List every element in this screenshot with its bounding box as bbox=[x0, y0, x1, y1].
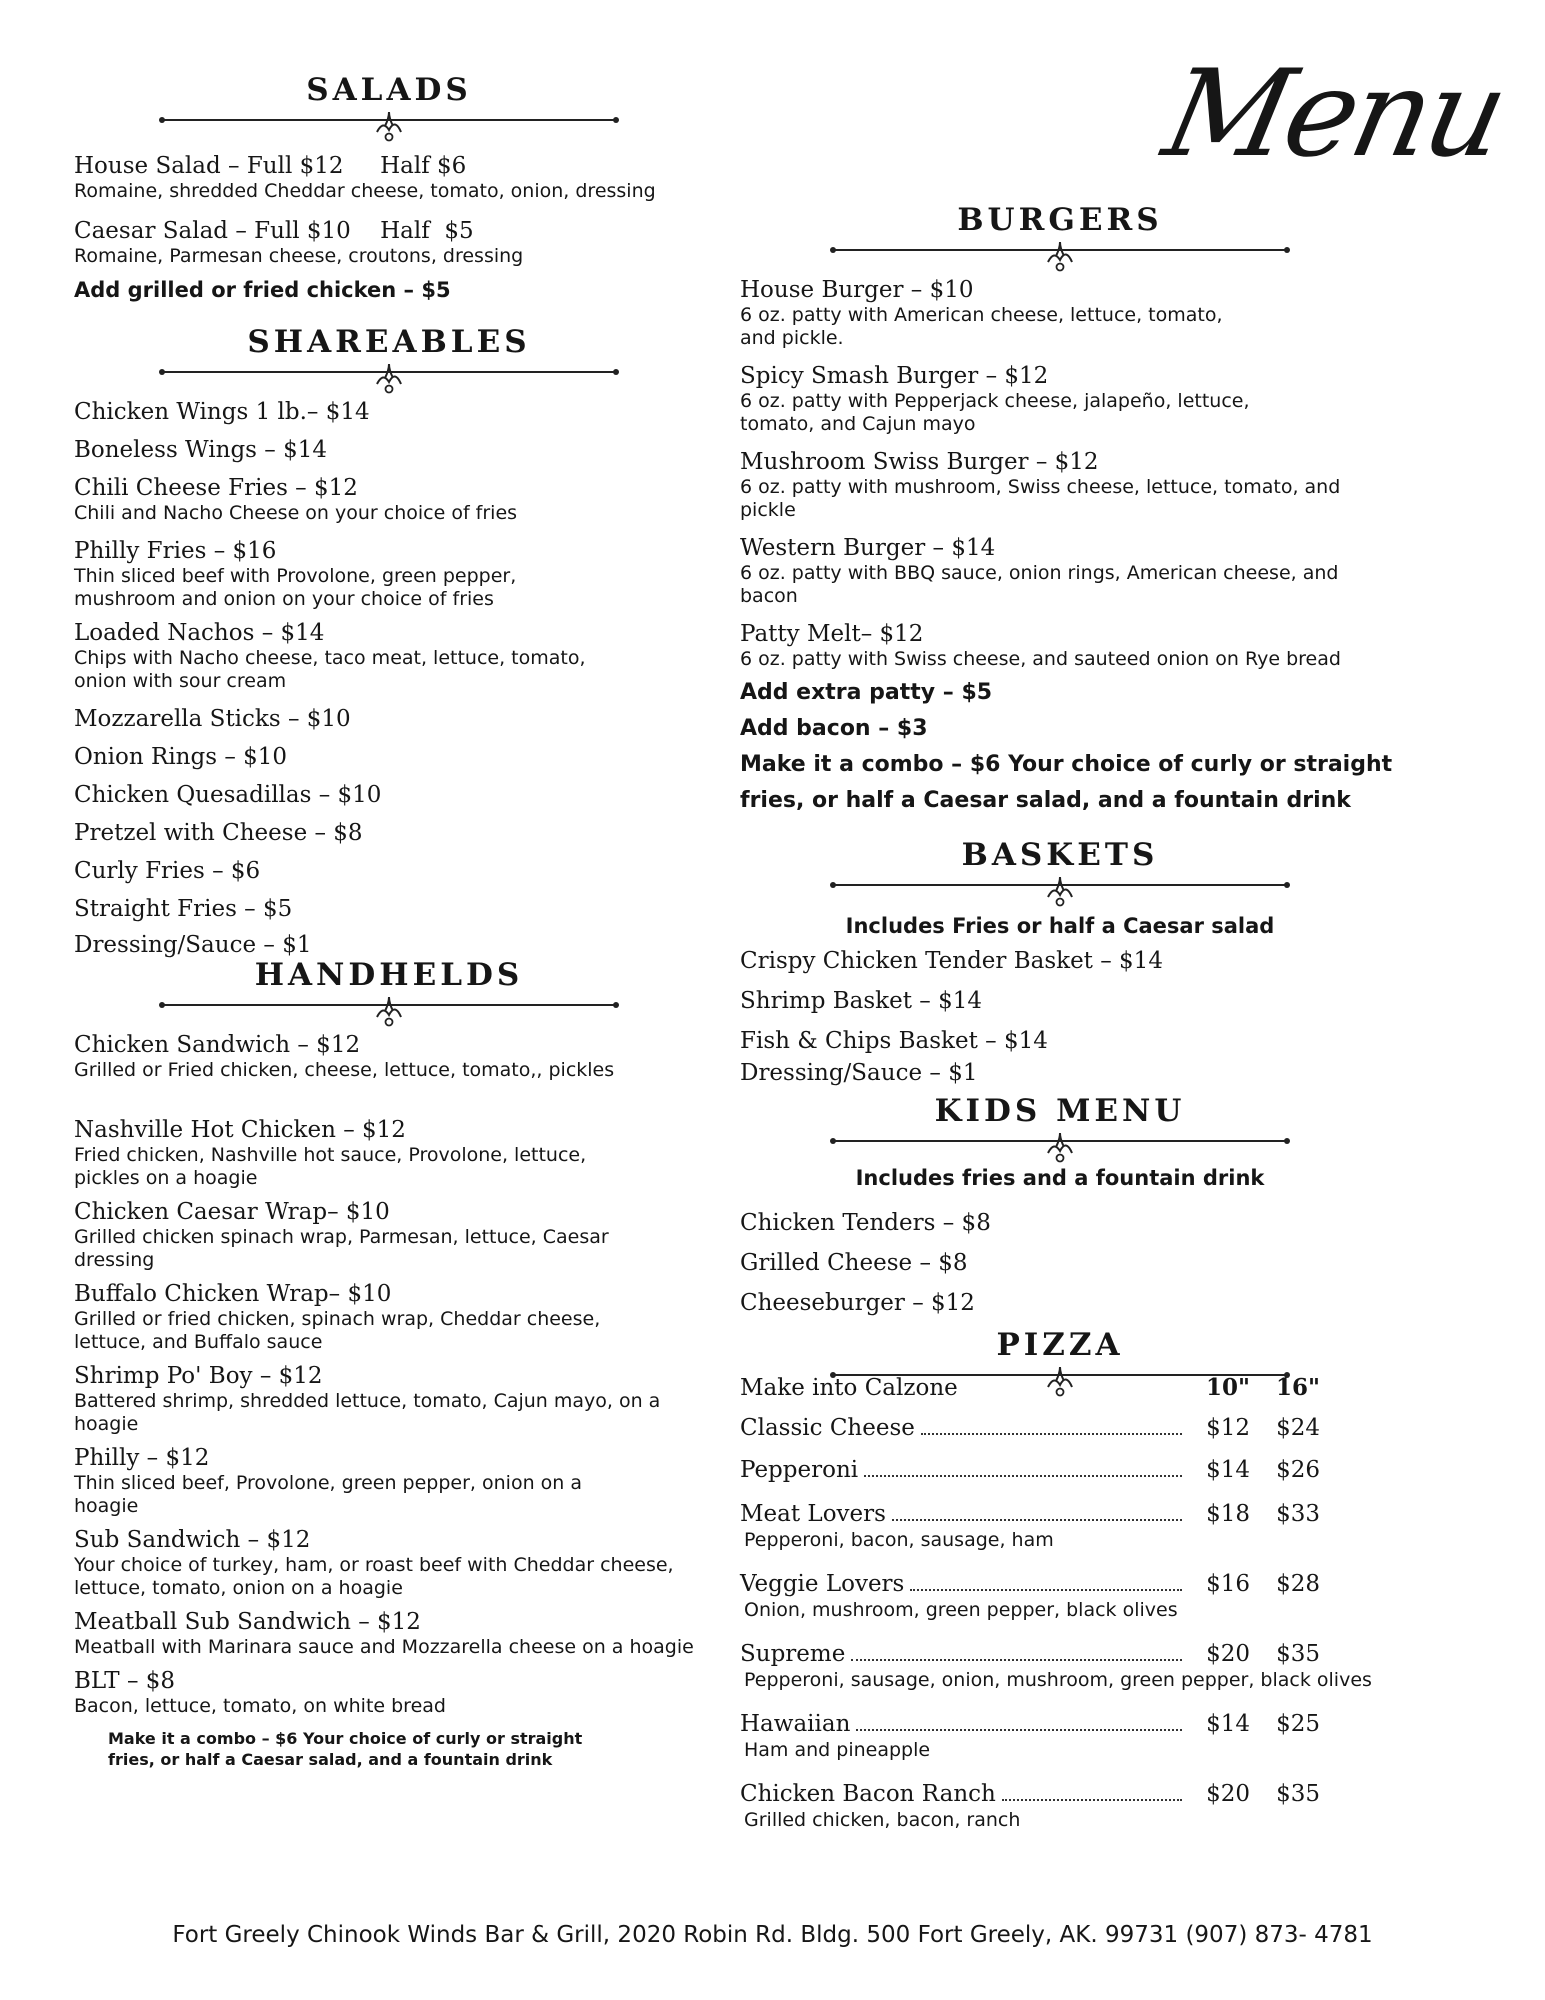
burgers-title: BURGERS bbox=[957, 202, 1163, 238]
item-desc: Your choice of turkey, ham, or roast beef with Cheddar cheese, lettuce, tomato, onion on a hoagie bbox=[74, 1554, 674, 1599]
pizza-desc: Grilled chicken, bacon, ranch bbox=[744, 1809, 1021, 1831]
pizza-name: Chicken Bacon Ranch bbox=[740, 1781, 996, 1807]
item-desc: Chips with Nacho cheese, taco meat, lettuce, tomato, onion with sour cream bbox=[74, 647, 586, 692]
item-name: Curly Fries – $6 bbox=[74, 858, 261, 884]
pizza-title: PIZZA bbox=[996, 1327, 1124, 1363]
item-desc: Romaine, Parmesan cheese, croutons, dressing bbox=[74, 245, 524, 267]
item-name: Meatball Sub Sandwich – $12 bbox=[74, 1609, 421, 1635]
menu-item bbox=[740, 276, 1260, 350]
item-desc: 6 oz. patty with American cheese, lettuce, tomato, and pickle. bbox=[740, 304, 1223, 349]
item-name: Caesar Salad – Full $10 Half $5 bbox=[74, 218, 474, 244]
dot-leader bbox=[921, 1433, 1182, 1435]
ornamental-divider bbox=[159, 110, 619, 142]
baskets-note: Includes Fries or half a Caesar salad bbox=[845, 914, 1275, 938]
price-10: $20 bbox=[1206, 1781, 1250, 1807]
menu-item bbox=[74, 1116, 644, 1190]
pizza-name: Classic Cheese bbox=[740, 1415, 915, 1441]
menu-item bbox=[74, 217, 754, 268]
menu-item bbox=[74, 1608, 704, 1659]
item-desc: Grilled or Fried chicken, cheese, lettuce, tomato,, pickles bbox=[74, 1059, 615, 1081]
item-desc: 6 oz. patty with Pepperjack cheese, jalapeño, lettuce, tomato, and Cajun mayo bbox=[740, 390, 1250, 435]
ornamental-divider bbox=[159, 995, 619, 1027]
item-name: Patty Melt– $12 bbox=[740, 621, 924, 647]
item-name: Buffalo Chicken Wrap– $10 bbox=[74, 1281, 392, 1307]
pizza-table bbox=[740, 1373, 1372, 1831]
item-desc: Grilled chicken spinach wrap, Parmesan, lettuce, Caesar dressing bbox=[74, 1226, 609, 1271]
dot-leader bbox=[910, 1589, 1182, 1591]
pizza-desc: Onion, mushroom, green pepper, black olives bbox=[744, 1599, 1178, 1621]
item-name: Nashville Hot Chicken – $12 bbox=[74, 1117, 406, 1143]
size-16-header: 16" bbox=[1276, 1374, 1320, 1401]
pizza-name: Hawaiian bbox=[740, 1711, 851, 1737]
item-desc: Battered shrimp, shredded lettuce, tomato, Cajun mayo, on a hoagie bbox=[74, 1390, 661, 1435]
menu-item bbox=[74, 1526, 674, 1600]
item-name: Spicy Smash Burger – $12 bbox=[740, 363, 1049, 389]
pizza-name: Veggie Lovers bbox=[740, 1571, 905, 1597]
item-name: Dressing/Sauce – $1 bbox=[74, 932, 312, 958]
item-desc: Romaine, shredded Cheddar cheese, tomato, onion, dressing bbox=[74, 180, 656, 202]
menu-item bbox=[74, 1280, 674, 1354]
item-name: Pretzel with Cheese – $8 bbox=[74, 820, 363, 846]
dot-leader bbox=[851, 1659, 1182, 1661]
pizza-name: Supreme bbox=[740, 1641, 846, 1667]
item-desc: Chili and Nacho Cheese on your choice of fries bbox=[74, 502, 518, 524]
dot-leader bbox=[892, 1519, 1182, 1521]
dot-leader bbox=[856, 1729, 1182, 1731]
price-16: $35 bbox=[1276, 1781, 1320, 1807]
pizza-row bbox=[740, 1709, 1320, 1739]
right-column bbox=[740, 200, 1420, 1849]
ornamental-divider bbox=[830, 875, 1290, 907]
price-10: $18 bbox=[1206, 1501, 1250, 1527]
menu-item bbox=[740, 362, 1310, 436]
menu-script-title: Menu bbox=[1153, 45, 1516, 184]
price-10: $20 bbox=[1206, 1641, 1250, 1667]
pizza-desc: Pepperoni, sausage, onion, mushroom, green pepper, black olives bbox=[744, 1669, 1372, 1691]
price-16: $33 bbox=[1276, 1501, 1320, 1527]
item-name: House Salad – Full $12 Half $6 bbox=[74, 153, 467, 179]
ornamental-divider bbox=[159, 362, 619, 394]
item-name: Loaded Nachos – $14 bbox=[74, 620, 325, 646]
item-name: Straight Fries – $5 bbox=[74, 896, 293, 922]
item-name: Chicken Caesar Wrap– $10 bbox=[74, 1199, 390, 1225]
restaurant-address-footer: Fort Greely Chinook Winds Bar & Grill, 2020 Robin Rd. Bldg. 500 Fort Greely, AK. 99731 (907) 873- 4781 bbox=[172, 1922, 1373, 1948]
menu-item bbox=[74, 152, 754, 203]
dot-leader bbox=[864, 1475, 1182, 1477]
item-desc: Thin sliced beef, Provolone, green pepper, onion on a hoagie bbox=[74, 1472, 582, 1517]
item-name: Grilled Cheese – $8 bbox=[740, 1250, 968, 1276]
left-column bbox=[74, 70, 754, 1770]
price-16: $24 bbox=[1276, 1415, 1320, 1441]
menu-item bbox=[740, 448, 1390, 522]
pizza-row bbox=[740, 1779, 1320, 1809]
pizza-row bbox=[740, 1569, 1320, 1599]
item-name: Chicken Sandwich – $12 bbox=[74, 1032, 361, 1058]
item-desc: Fried chicken, Nashville hot sauce, Provolone, lettuce, pickles on a hoagie bbox=[74, 1144, 587, 1189]
menu-item bbox=[74, 537, 594, 611]
price-16: $25 bbox=[1276, 1711, 1320, 1737]
dot-leader bbox=[1002, 1799, 1182, 1801]
menu-item bbox=[74, 474, 754, 525]
item-desc: 6 oz. patty with Swiss cheese, and sauteed onion on Rye bread bbox=[740, 648, 1341, 670]
item-name: Shrimp Po' Boy – $12 bbox=[74, 1363, 323, 1389]
pizza-desc: Pepperoni, bacon, sausage, ham bbox=[744, 1529, 1054, 1551]
menu-item bbox=[74, 1198, 674, 1272]
kids-menu-title: KIDS MENU bbox=[934, 1093, 1186, 1129]
item-name: Mushroom Swiss Burger – $12 bbox=[740, 449, 1099, 475]
bacon-addon: Add bacon – $3 bbox=[740, 716, 928, 741]
kids-note: Includes fries and a fountain drink bbox=[855, 1166, 1265, 1190]
item-name: Chicken Quesadillas – $10 bbox=[74, 782, 382, 808]
menu-item bbox=[74, 1362, 674, 1436]
price-16: $28 bbox=[1276, 1571, 1320, 1597]
price-16: $26 bbox=[1276, 1457, 1320, 1483]
price-10: $12 bbox=[1206, 1415, 1250, 1441]
pizza-row bbox=[740, 1413, 1320, 1443]
item-name: Chicken Wings 1 lb.– $14 bbox=[74, 399, 370, 425]
item-name: BLT – $8 bbox=[74, 1668, 176, 1694]
item-name: Mozzarella Sticks – $10 bbox=[74, 706, 351, 732]
item-name: House Burger – $10 bbox=[740, 277, 974, 303]
calzone-option: Make into Calzone bbox=[740, 1375, 958, 1401]
salads-list bbox=[74, 152, 754, 304]
pizza-name: Meat Lovers bbox=[740, 1501, 886, 1527]
shareables-title: SHAREABLES bbox=[247, 324, 531, 360]
price-10: $14 bbox=[1206, 1711, 1250, 1737]
item-name: Dressing/Sauce – $1 bbox=[740, 1060, 978, 1086]
item-name: Shrimp Basket – $14 bbox=[740, 988, 982, 1014]
item-desc: Bacon, lettuce, tomato, on white bread bbox=[74, 1695, 446, 1717]
item-name: Onion Rings – $10 bbox=[74, 744, 288, 770]
baskets-title: BASKETS bbox=[961, 837, 1159, 873]
burgers-combo-note: Make it a combo – $6 Your choice of curly or straight fries, or half a Caesar salad, and a fountain drink bbox=[740, 752, 1393, 813]
menu-item bbox=[74, 1031, 714, 1082]
price-10: $16 bbox=[1206, 1571, 1250, 1597]
salads-section bbox=[144, 70, 634, 110]
menu-item bbox=[74, 619, 594, 693]
ornamental-divider bbox=[830, 240, 1290, 272]
pizza-name: Pepperoni bbox=[740, 1457, 859, 1483]
item-name: Boneless Wings – $14 bbox=[74, 437, 328, 463]
item-desc: Grilled or fried chicken, spinach wrap, Cheddar cheese, lettuce, and Buffalo sauce bbox=[74, 1308, 601, 1353]
item-name: Fish & Chips Basket – $14 bbox=[740, 1028, 1048, 1054]
item-name: Chili Cheese Fries – $12 bbox=[74, 475, 358, 501]
price-10: $14 bbox=[1206, 1457, 1250, 1483]
item-name: Cheeseburger – $12 bbox=[740, 1290, 975, 1316]
pizza-row bbox=[740, 1639, 1320, 1669]
chicken-addon: Add grilled or fried chicken – $5 bbox=[74, 278, 451, 302]
pizza-header-row bbox=[740, 1373, 1320, 1403]
item-desc: 6 oz. patty with BBQ sauce, onion rings, American cheese, and bacon bbox=[740, 562, 1339, 607]
item-name: Western Burger – $14 bbox=[740, 535, 996, 561]
item-name: Crispy Chicken Tender Basket – $14 bbox=[740, 948, 1163, 974]
pizza-row bbox=[740, 1455, 1320, 1485]
baskets-list bbox=[740, 911, 1420, 1087]
menu-item bbox=[74, 1444, 634, 1518]
menu-item bbox=[74, 1667, 714, 1718]
price-16: $35 bbox=[1276, 1641, 1320, 1667]
menu-item bbox=[740, 620, 1400, 671]
item-name: Philly Fries – $16 bbox=[74, 538, 277, 564]
item-name: Philly – $12 bbox=[74, 1445, 210, 1471]
item-name: Chicken Tenders – $8 bbox=[740, 1210, 991, 1236]
handhelds-list bbox=[74, 1031, 714, 1770]
item-desc: Meatball with Marinara sauce and Mozzarella cheese on a hoagie bbox=[74, 1636, 694, 1658]
menu-item bbox=[740, 534, 1390, 608]
extra-patty-addon: Add extra patty – $5 bbox=[740, 680, 993, 705]
handhelds-combo-note: Make it a combo – $6 Your choice of curly or straight fries, or half a Caesar salad, and a fountain drink bbox=[108, 1729, 583, 1769]
item-desc: 6 oz. patty with mushroom, Swiss cheese, lettuce, tomato, and pickle bbox=[740, 476, 1341, 521]
salads-title: SALADS bbox=[306, 72, 472, 108]
shareables-list bbox=[74, 398, 754, 959]
size-10-header: 10" bbox=[1206, 1374, 1250, 1401]
pizza-row bbox=[740, 1499, 1320, 1529]
pizza-desc: Ham and pineapple bbox=[744, 1739, 931, 1761]
ornamental-divider bbox=[830, 1131, 1290, 1163]
kids-list bbox=[740, 1163, 1420, 1317]
item-desc: Thin sliced beef with Provolone, green pepper, mushroom and onion on your choice of fries bbox=[74, 565, 517, 610]
handhelds-title: HANDHELDS bbox=[254, 957, 524, 993]
burgers-list bbox=[740, 276, 1400, 819]
item-name: Sub Sandwich – $12 bbox=[74, 1527, 311, 1553]
